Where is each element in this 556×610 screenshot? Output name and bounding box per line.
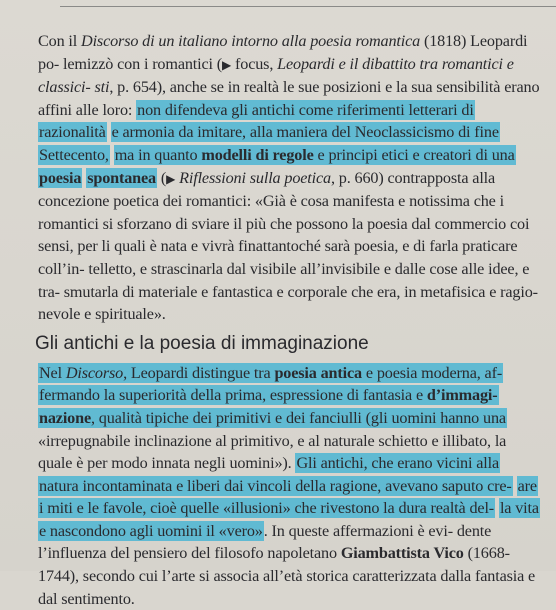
text: sforzano di sviare il più che possono la poesia dal commercio coi sensi, per — [38, 214, 530, 256]
title-discorso: Discorso di un italiano intorno alla poesia romantica — [81, 32, 421, 50]
text: Nel — [39, 363, 66, 382]
text: smutarla di materiale e fantastica e corporale che era, in metafisica e ragio- — [63, 282, 538, 301]
text: li quali è nata e vivrà finattantoché sarà poesia, e di farla praticare coll’in- — [38, 237, 518, 278]
bold-term: poesia — [39, 168, 82, 187]
text: alle loro: — [75, 100, 137, 119]
text: lemizzò con i romantici ( — [63, 54, 223, 73]
bold-term: modelli di regole — [201, 145, 314, 164]
text: quale è per modo innata negli uomini»). — [38, 454, 296, 473]
text: focus, — [231, 54, 278, 73]
bold-term: d’immagi- — [426, 386, 498, 405]
heading-text: Gli antichi e la poesia di immaginazione — [35, 332, 369, 354]
arrow-icon: ▶ — [166, 171, 176, 186]
text: , p. 660) contrapposta alla concezione — [38, 168, 496, 211]
text: dente l’influenza del pensiero del filosofo napoletano — [38, 521, 492, 563]
section-heading — [35, 332, 542, 356]
highlight: la vita e nascondono agli uomini il «vero» — [39, 499, 539, 540]
highlight: non difendeva gli antichi come riferimenti letterari di razionalità — [39, 100, 474, 142]
text: ma in quanto — [114, 145, 202, 164]
text: ( — [157, 168, 167, 187]
text: (1668-1744), secondo cui l’arte si associa all’età storica caratterizzata dalla — [38, 544, 510, 586]
arrow-icon: ▶ — [222, 57, 232, 72]
paragraph-discorso — [38, 30, 544, 326]
reference-title: Riflessioni sulla poetica — [179, 168, 331, 187]
text: e poesia moderna, af- — [361, 363, 503, 382]
bold-term: Giambattista Vico — [340, 544, 464, 563]
highlight — [38, 385, 499, 405]
text: Con il — [38, 32, 82, 50]
focus-reference: Leopardi e il dibattito tra romantici e classici- — [38, 54, 514, 97]
text: e principi etici e creatori di una — [313, 145, 515, 164]
bold-term: poesia antica — [274, 363, 362, 382]
highlight: natura incontaminata e liberi dai vincoli della ragione, avevano saputo cre- — [39, 476, 512, 495]
text: (1818) Leopardi po- — [38, 32, 528, 73]
text: fermando la superiorità della prima, espressione di fantasia e — [39, 386, 427, 405]
highlight — [86, 168, 157, 188]
text: «irrepugnabile inclinazione al primitivo, e al naturale schietto e illibato, la — [38, 431, 507, 450]
highlight: are i miti e le favole, cioè quelle «illusioni» che rivestono la dura realtà del- — [39, 476, 537, 518]
text: poetica dei romantici: «Già è cosa manifesta e notissima che i romantici si — [38, 192, 504, 233]
text: nevole e spirituale». — [38, 305, 166, 324]
text: , qualità tipiche dei primitivi e dei fanciulli (gli uomini hanno una — [91, 408, 506, 427]
highlight: e armonia da imitare, alla maniera del Neoclassicismo di fine Settecento, — [39, 123, 499, 164]
top-rule — [60, 6, 556, 7]
text: fantasia e dal sentimento. — [38, 567, 536, 608]
bold-term: nazione — [39, 408, 92, 427]
paragraph-antichi — [38, 362, 544, 610]
text: . In queste affermazioni è evi- — [263, 521, 453, 540]
focus-reference-end: sti — [94, 78, 110, 97]
title-discorso: Discorso — [65, 363, 124, 382]
highlight — [38, 363, 503, 383]
bold-term: spontanea — [87, 168, 157, 187]
text: , Leopardi distingue tra — [123, 363, 275, 382]
text: , p. 654), anche se in realtà le sue posizioni e la sua sensibilità erano affini — [38, 78, 540, 119]
highlight: Gli antichi, che erano vicini alla — [296, 454, 499, 473]
highlight — [38, 408, 507, 428]
text: telletto, e strascinarla dal visibile all’invisibile e dalle cose alle idee, e tra- — [38, 259, 530, 301]
